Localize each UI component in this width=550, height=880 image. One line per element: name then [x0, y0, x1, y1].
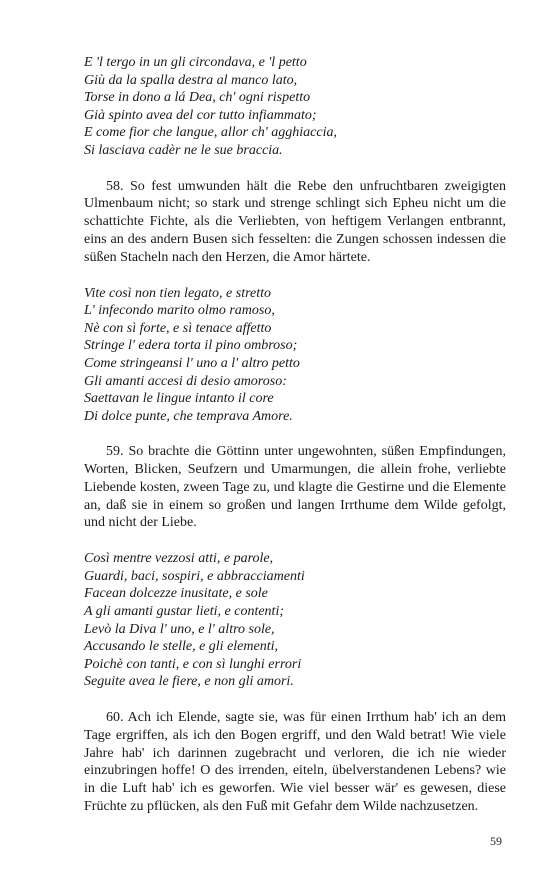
verse-line: Torse in dono a lá Dea, ch' ogni rispetto: [84, 90, 311, 106]
verse-line: E come fior che langue, allor ch' agghiaccia,: [84, 125, 337, 141]
verse-line: L' infecondo marito olmo ramoso,: [84, 303, 275, 319]
verse-stanza-2: [84, 285, 506, 426]
verse-stanza-1: [84, 54, 506, 160]
verse-stanza-3: [84, 550, 506, 691]
verse-line: Così mentre vezzosi atti, e parole,: [84, 551, 274, 567]
verse-line: Saettavan le lingue intanto il core: [84, 391, 274, 407]
page-number: 59: [490, 834, 502, 848]
verse-line: E 'l tergo in un gli circondava, e 'l petto: [84, 55, 307, 70]
verse-line: Giù da la spalla destra al manco lato,: [84, 72, 298, 88]
verse-line: Di dolce punte, che temprava Amore.: [84, 408, 293, 424]
verse-line: Stringe l' edera torta il pino ombroso;: [84, 338, 298, 354]
verse-line: Come stringeansi l' uno a l' altro petto: [84, 355, 300, 371]
paragraph-60: 60. Ach ich Elende, sagte sie, was für einen Irrthum hab' ich an dem Tage ergriffen, als ich den Bogen ergriff, und den Wald betrat! Wie viele Jahre hab' ich darinnen zugebracht und verloren, die ich nie wieder einzubringen hoffe! O des irrenden, eiteln, übelverstandenen Lebens? wie in die Luft hab' ich es geworfen. Wie viel besser wär' es gewesen, diese Früchte zu pflücken, als den Fuß mit Gefahr dem Wilde nachzusetzen.: [84, 710, 506, 815]
stanza-gap: [84, 160, 506, 178]
verse-line: A gli amanti gustar lieti, e contenti;: [84, 604, 284, 620]
verse-line: Poichè con tanti, e con sì lunghi errori: [84, 656, 302, 672]
verse-line: Facean dolcezze inusitate, e sole: [84, 586, 268, 602]
verse-line: Guardi, baci, sospiri, e abbracciamenti: [84, 568, 305, 584]
verse-line: Nè con sì forte, e sì tenace affetto: [84, 320, 272, 336]
stanza-gap: [84, 267, 506, 285]
verse-line: Accusando le stelle, e gli elementi,: [84, 639, 278, 655]
stanza-gap: [84, 532, 506, 550]
verse-line: Gli amanti accesi di desio amoroso:: [84, 373, 287, 389]
verse-line: Seguite avea le fiere, e non gli amori.: [84, 674, 294, 690]
verse-line: Levò la Diva l' uno, e l' altro sole,: [84, 621, 275, 637]
verse-line: Vite così non tien legato, e stretto: [84, 285, 272, 301]
book-page: [84, 54, 506, 816]
verse-line: Si lasciava cadèr ne le sue braccia.: [84, 142, 283, 158]
paragraph-59: 59. So brachte die Göttinn unter ungewohnten, süßen Empfindungen, Worten, Blicken, Seufzern und Umarmungen, die allein frohe, verliebte Liebende kosten, zween Tage zu, und klagte die Gestirne und die Elemente an, daß sie in einem so großen und langen Irrthume dem Wilde gefolgt, und nicht der Liebe.: [84, 444, 506, 531]
verse-line: Già spinto avea del cor tutto infiammato;: [84, 107, 317, 123]
stanza-gap: [84, 691, 506, 709]
paragraph-58: 58. So fest umwunden hält die Rebe den unfruchtbaren zweigigten Ulmenbaum nicht; so stark und strenge schlingt sich Epheu nicht um die schattichte Fichte, als die Verliebten, von heftigem Verlangen entbrannt, eins an des andern Busen sich fesselten: die Zungen schossen indessen die süßen Stacheln nach den Herzen, die Amor härtete.: [84, 178, 506, 265]
stanza-gap: [84, 425, 506, 443]
